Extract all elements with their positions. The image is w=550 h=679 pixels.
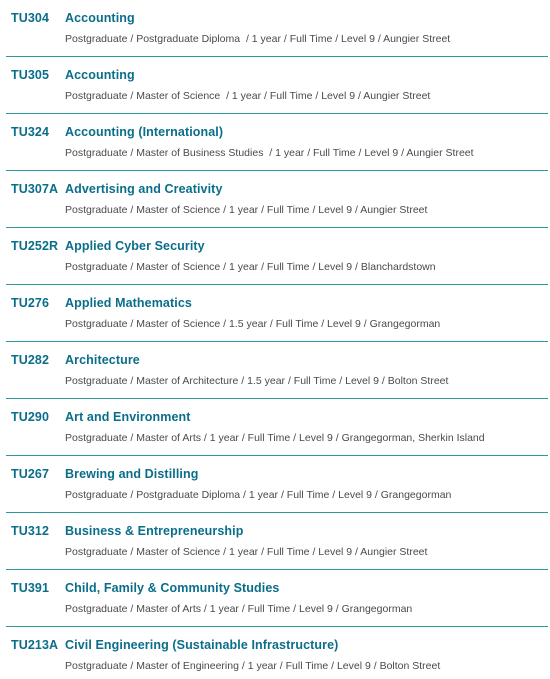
course-details: Postgraduate / Master of Science / 1.5 year / Full Time / Level 9 / Grangegorman: [65, 318, 441, 330]
course-code[interactable]: TU290: [11, 410, 50, 424]
course-title[interactable]: Business & Entrepreneurship: [65, 524, 244, 538]
course-code[interactable]: TU312: [11, 524, 50, 538]
course-row[interactable]: [0, 57, 548, 114]
course-details: Postgraduate / Master of Architecture / 1.5 year / Full Time / Level 9 / Bolton Street: [65, 375, 449, 387]
course-row[interactable]: [0, 285, 548, 342]
course-row[interactable]: [0, 0, 548, 57]
course-title[interactable]: Applied Cyber Security: [65, 239, 205, 253]
course-code[interactable]: TU391: [11, 581, 50, 595]
course-code[interactable]: TU282: [11, 353, 50, 367]
course-title[interactable]: Applied Mathematics: [65, 296, 192, 310]
course-title[interactable]: Accounting: [65, 11, 135, 25]
course-code[interactable]: TU267: [11, 467, 50, 481]
course-code[interactable]: TU276: [11, 296, 50, 310]
course-title[interactable]: Art and Environment: [65, 410, 191, 424]
course-title[interactable]: Accounting (International): [65, 125, 224, 139]
course-title[interactable]: Architecture: [65, 353, 140, 367]
course-details: Postgraduate / Postgraduate Diploma / 1 year / Full Time / Level 9 / Grangegorman: [65, 489, 452, 501]
course-row[interactable]: [0, 456, 548, 513]
course-title[interactable]: Brewing and Distilling: [65, 467, 199, 481]
course-row[interactable]: [0, 513, 548, 570]
course-details: Postgraduate / Master of Business Studies / 1 year / Full Time / Level 9 / Aungier Street: [65, 147, 474, 159]
course-code[interactable]: TU324: [11, 125, 50, 139]
course-code[interactable]: TU307A: [11, 182, 59, 196]
course-title[interactable]: Accounting: [65, 68, 135, 82]
course-details: Postgraduate / Master of Science / 1 year / Full Time / Level 9 / Aungier Street: [65, 204, 428, 216]
course-row[interactable]: [0, 627, 548, 679]
course-details: Postgraduate / Master of Arts / 1 year / Full Time / Level 9 / Grangegorman: [65, 603, 413, 615]
course-details: Postgraduate / Master of Engineering / 1 year / Full Time / Level 9 / Bolton Street: [65, 660, 441, 672]
course-row[interactable]: [0, 171, 548, 228]
course-code[interactable]: TU252R: [11, 239, 59, 253]
course-title[interactable]: Civil Engineering (Sustainable Infrastructure): [65, 638, 339, 652]
course-row[interactable]: [0, 114, 548, 171]
course-details: Postgraduate / Master of Arts / 1 year / Full Time / Level 9 / Grangegorman, Sherkin Island: [65, 432, 485, 444]
course-row[interactable]: [0, 399, 548, 456]
course-code[interactable]: TU305: [11, 68, 50, 82]
course-details: Postgraduate / Master of Science / 1 year / Full Time / Level 9 / Aungier Street: [65, 546, 428, 558]
course-code[interactable]: TU213A: [11, 638, 59, 652]
course-row[interactable]: [0, 228, 548, 285]
course-row[interactable]: [0, 342, 548, 399]
course-details: Postgraduate / Postgraduate Diploma / 1 year / Full Time / Level 9 / Aungier Street: [65, 33, 451, 45]
course-code[interactable]: TU304: [11, 11, 50, 25]
course-title[interactable]: Child, Family & Community Studies: [65, 581, 280, 595]
course-row[interactable]: [0, 570, 548, 627]
course-details: Postgraduate / Master of Science / 1 year / Full Time / Level 9 / Blanchardstown: [65, 261, 436, 273]
course-details: Postgraduate / Master of Science / 1 year / Full Time / Level 9 / Aungier Street: [65, 90, 431, 102]
course-title[interactable]: Advertising and Creativity: [65, 182, 223, 196]
